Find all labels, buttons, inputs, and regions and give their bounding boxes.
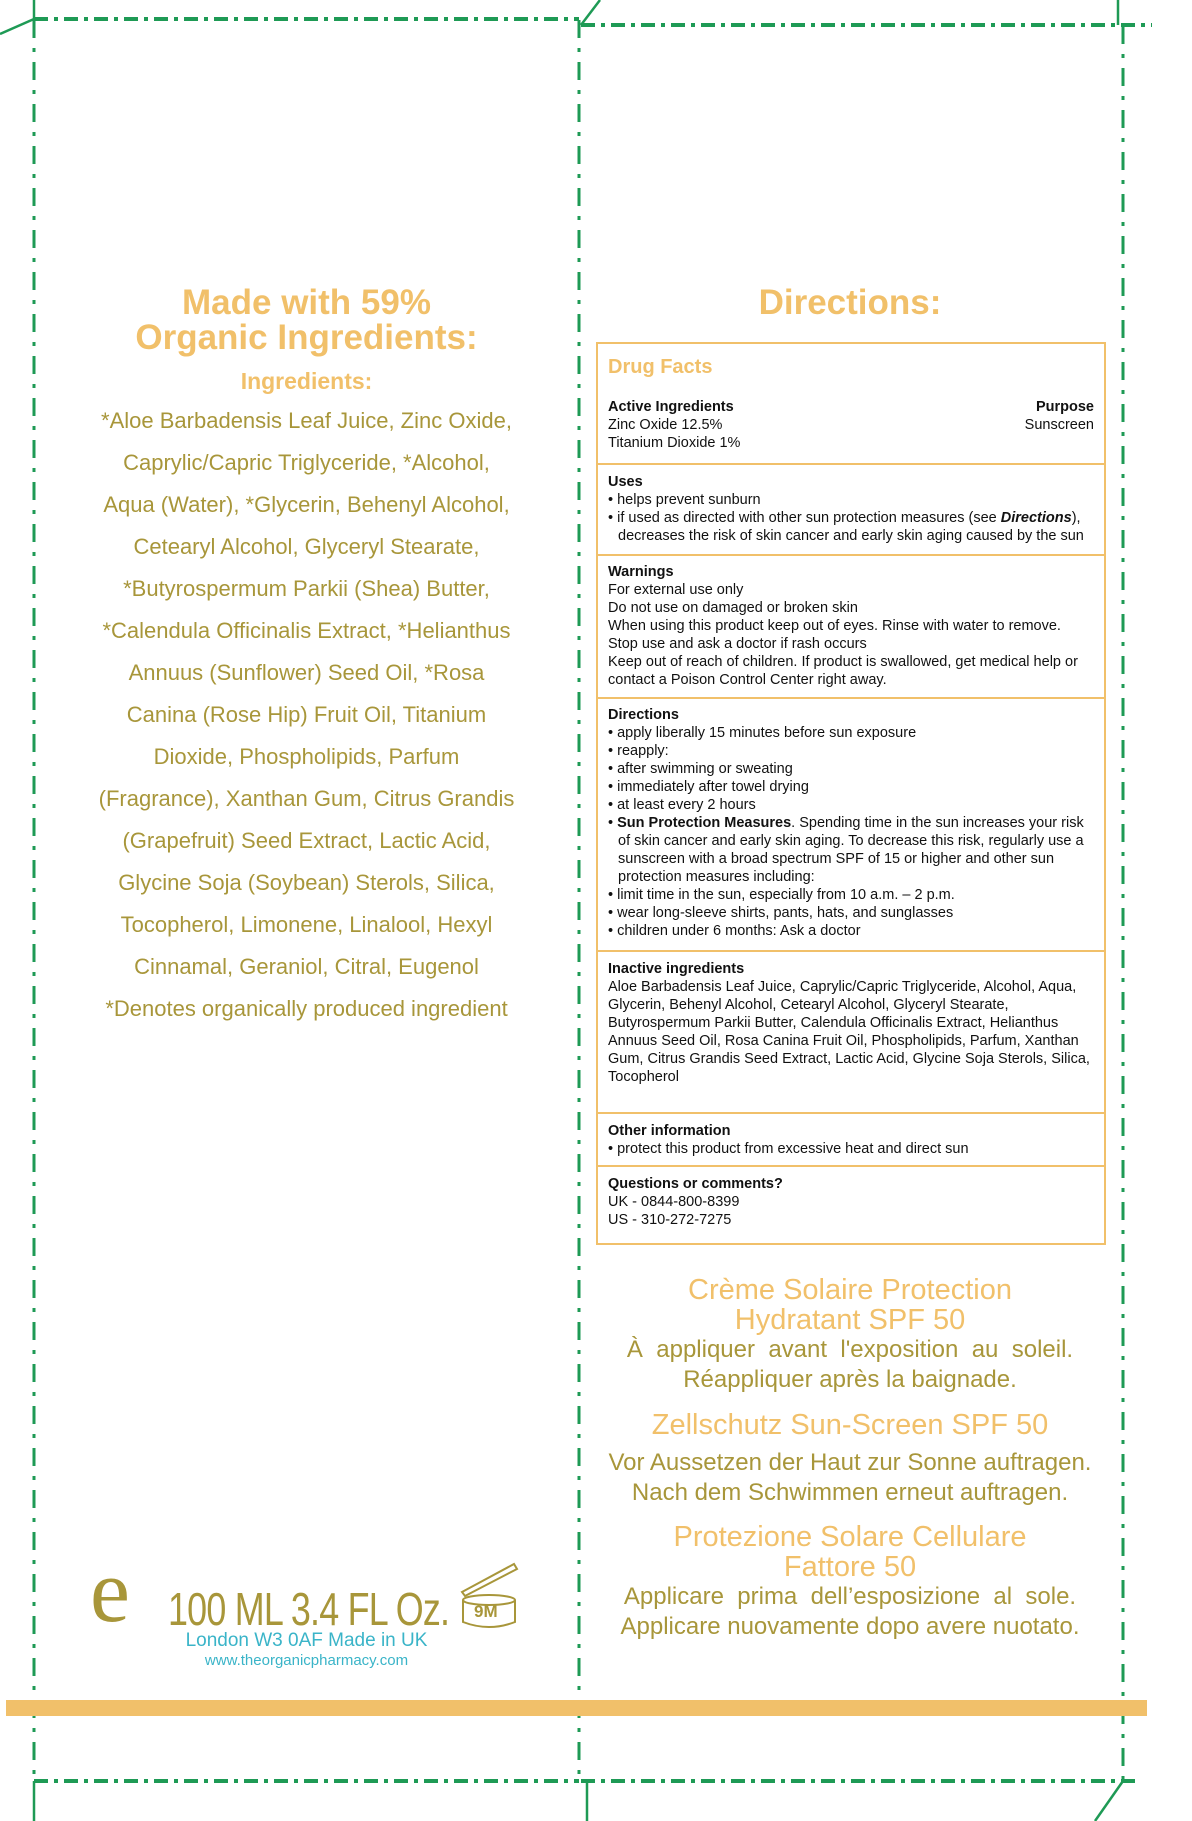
purpose-heading: Purpose — [1035, 399, 1094, 415]
inactive-heading: Inactive ingredients — [608, 961, 745, 977]
french-title: Hydratant SPF 50 — [734, 1304, 966, 1336]
ingredient-line: Canina (Rose Hip) Fruit Oil, Titanium — [126, 702, 487, 727]
phone-uk: UK - 0844-800-8399 — [608, 1194, 740, 1210]
ingredient-line: Dioxide, Phospholipids, Parfum — [153, 744, 460, 769]
directions-list — [608, 724, 1094, 814]
period-after-opening-icon — [458, 1560, 520, 1630]
active-ingredient: Titanium Dioxide 1% — [608, 435, 741, 451]
directions-section — [598, 699, 1104, 952]
ingredients-list — [34, 400, 579, 1030]
organic-percentage-title — [34, 285, 579, 355]
cut-line-bottom-right — [1095, 1781, 1123, 1821]
cut-line-flap-left — [0, 19, 34, 34]
website-link[interactable]: www.theorganicpharmacy.com — [204, 1652, 409, 1669]
uses-item: • if used as directed with other sun protection measures (see Directions), decreases the risk of skin cancer and early skin aging caused by the sun — [608, 510, 1084, 544]
purpose-value: Sunscreen — [1024, 417, 1094, 433]
directions-item: • at least every 2 hours — [608, 797, 756, 813]
volume-text: 100 ML 3.4 FL Oz. — [168, 1583, 450, 1635]
made-in-text: London W3 0AF Made in UK — [185, 1630, 428, 1651]
warning-item: For external use only — [608, 582, 744, 598]
warning-item: Keep out of reach of children. If product is swallowed, get medical help or contact a Poison Control Center right away. — [608, 654, 1078, 688]
directions-item: • reapply: — [608, 743, 669, 759]
warning-item: Stop use and ask a doctor if rash occurs — [608, 636, 867, 652]
inactive-section — [598, 952, 1104, 1114]
estimated-sign-icon: e — [90, 1542, 130, 1641]
other-info-section — [598, 1114, 1104, 1167]
french-block — [600, 1275, 1100, 1395]
german-line: Nach dem Schwimmen erneut auftragen. — [631, 1479, 1069, 1506]
italian-line: Applicare nuovamente dopo avere nuotato. — [620, 1613, 1080, 1640]
warnings-section — [598, 556, 1104, 699]
uses-heading: Uses — [608, 474, 643, 490]
warnings-heading: Warnings — [608, 564, 674, 580]
ingredient-line: *Aloe Barbadensis Leaf Juice, Zinc Oxide, — [101, 408, 512, 433]
uses-item: • helps prevent sunburn — [608, 492, 761, 508]
french-line: Réappliquer après la baignade. — [683, 1366, 1017, 1393]
ingredient-line: *Calendula Officinalis Extract, *Helianthus — [102, 618, 511, 643]
directions-title: Directions: — [758, 283, 942, 322]
french-title: Crème Solaire Protection — [688, 1274, 1012, 1306]
ingredient-line: *Denotes organically produced ingredient — [105, 996, 508, 1021]
italian-block — [600, 1522, 1100, 1642]
drug-facts-title: Drug Facts — [608, 356, 713, 378]
inactive-ingredients: Aloe Barbadensis Leaf Juice, Caprylic/Capric Triglyceride, Alcohol, Aqua, Glycerin, Behenyl Alcohol, Cetearyl Alcohol, Glyceryl Stearate, Butyrospermum Parkii Butter, Calendula Officinalis Extract, Helianthus Annuus Seed Oil, Rosa Canina Fruit Oil, Phospholipids, Parfum, Xanthan Gum, Citrus Grandis Seed Extract, Lactic Acid, Glycine Soja Sterols, Silica, Tocopherol — [608, 979, 1090, 1085]
ingredient-line: Caprylic/Capric Triglyceride, *Alcohol, — [123, 450, 490, 475]
phone-us: US - 310-272-7275 — [608, 1212, 732, 1228]
italian-title: Protezione Solare Cellulare — [673, 1521, 1027, 1553]
title-line-1: Made with 59% — [182, 283, 431, 322]
title-line-2: Organic Ingredients: — [135, 318, 478, 357]
ingredient-line: Glycine Soja (Soybean) Sterols, Silica, — [118, 870, 495, 895]
ingredients-heading: Ingredients: — [240, 368, 373, 394]
ingredient-line: Tocopherol, Limonene, Linalool, Hexyl — [120, 912, 493, 937]
ingredient-line: *Butyrospermum Parkii (Shea) Butter, — [123, 576, 490, 601]
french-line: À appliquer avant l'exposition au soleil. — [626, 1336, 1074, 1363]
italian-title: Fattore 50 — [783, 1551, 917, 1583]
ingredient-line: Annuus (Sunflower) Seed Oil, *Rosa — [128, 660, 485, 685]
warnings-list — [608, 581, 1094, 689]
italian-line: Applicare prima dell’esposizione al sole. — [623, 1583, 1077, 1610]
directions-item: • after swimming or sweating — [608, 761, 793, 777]
other-info-item: • protect this product from excessive heat and direct sun — [608, 1141, 969, 1157]
warning-item: When using this product keep out of eyes. Rinse with water to remove. — [608, 618, 1061, 634]
german-block — [600, 1410, 1100, 1508]
ingredient-line: Aqua (Water), *Glycerin, Behenyl Alcohol, — [103, 492, 510, 517]
german-line: Vor Aussetzen der Haut zur Sonne auftragen. — [608, 1449, 1092, 1476]
directions-heading: Directions — [608, 707, 679, 723]
other-info-heading: Other information — [608, 1123, 731, 1139]
cut-line-flap-mid — [581, 0, 600, 25]
warning-item: Do not use on damaged or broken skin — [608, 600, 858, 616]
directions-item: • wear long-sleeve shirts, pants, hats, and sunglasses — [608, 905, 954, 921]
ingredient-line: (Fragrance), Xanthan Gum, Citrus Grandis — [98, 786, 515, 811]
orange-stripe — [6, 1700, 1147, 1716]
active-ingredients-heading: Active Ingredients — [608, 399, 734, 415]
ingredient-line: Cinnamal, Geraniol, Citral, Eugenol — [134, 954, 479, 979]
ingredient-line: (Grapefruit) Seed Extract, Lactic Acid, — [122, 828, 491, 853]
ingredient-line: Cetearyl Alcohol, Glyceryl Stearate, — [133, 534, 480, 559]
drug-facts-header-section — [598, 344, 1104, 465]
directions-item: • children under 6 months: Ask a doctor — [608, 923, 861, 939]
directions-item: • apply liberally 15 minutes before sun exposure — [608, 725, 917, 741]
active-ingredient: Zinc Oxide 12.5% — [608, 417, 723, 433]
directions-item: • limit time in the sun, especially from 10 a.m. – 2 p.m. — [608, 887, 955, 903]
drug-facts-panel — [596, 342, 1106, 1245]
directions-list-extra — [608, 886, 1094, 940]
directions-item: • Sun Protection Measures. Spending time in the sun increases your risk of skin cancer and early skin aging. To decrease this risk, regularly use a sunscreen with a broad spectrum SPF of 15 or higher and other sun protection measures including: — [608, 815, 1084, 885]
questions-heading: Questions or comments? — [608, 1176, 783, 1192]
directions-item: • immediately after towel drying — [608, 779, 809, 795]
uses-section — [598, 465, 1104, 556]
questions-section — [598, 1167, 1104, 1229]
pao-label: 9M — [474, 1602, 498, 1621]
german-title: Zellschutz Sun-Screen SPF 50 — [651, 1409, 1049, 1441]
